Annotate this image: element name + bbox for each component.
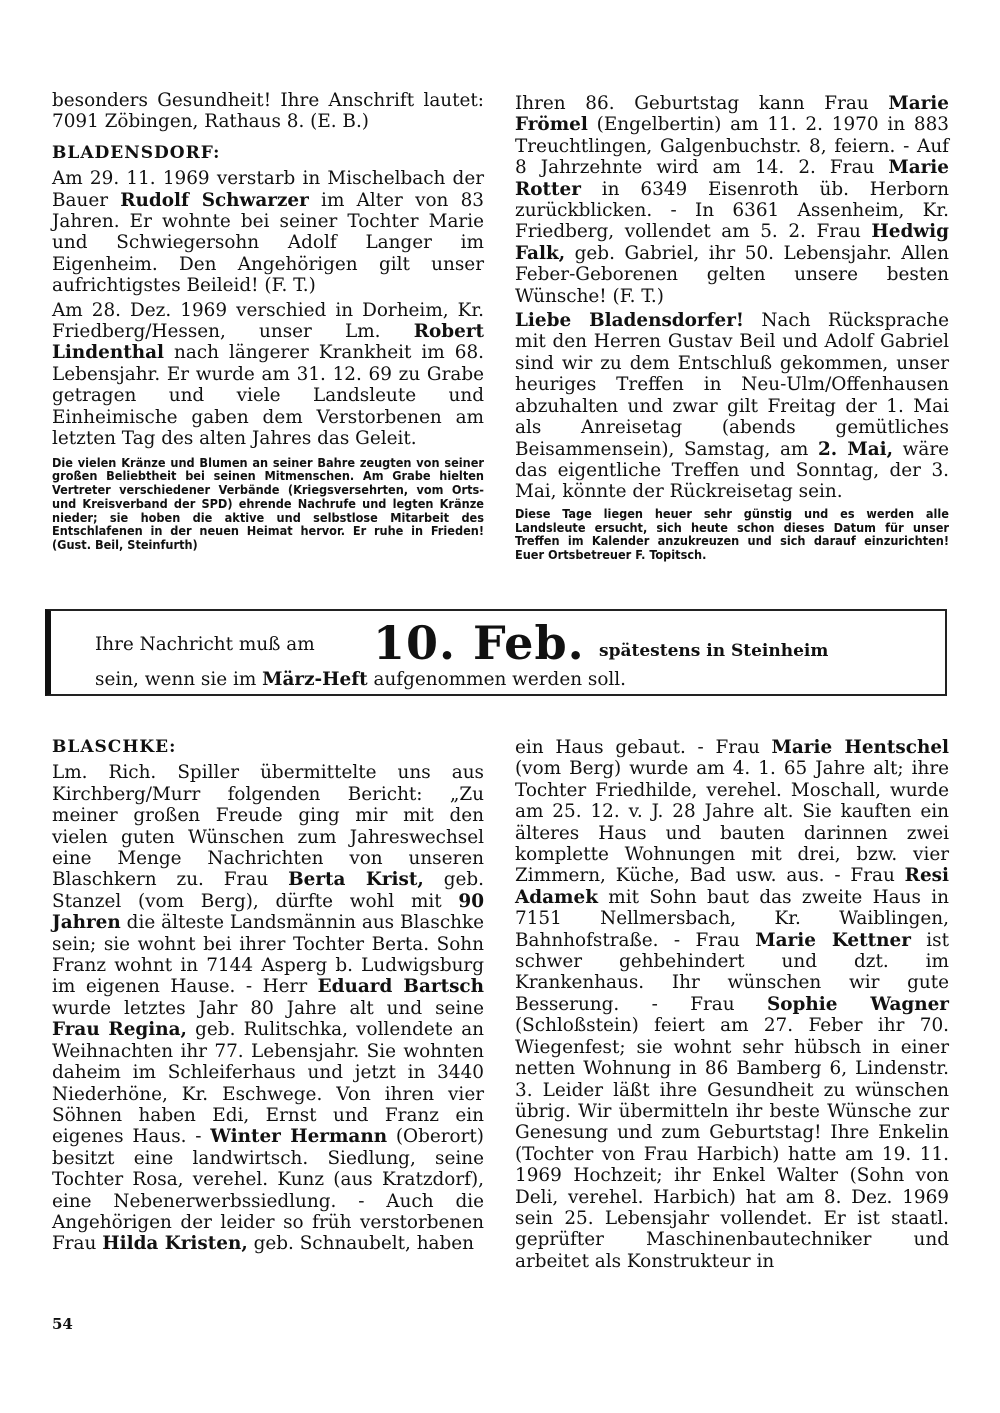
deadline-notice-box <box>45 609 947 696</box>
paragraph-lindenthal: Am 28. Dez. 1969 verschied in Dorheim, Kr. Friedberg/Hessen, unser Lm. Robert Lindenthal nach längerer Krankheit im 68. Lebensjahr. Er wurde am 31. 12. 69 zu Grabe getragen und viele Landsleute und Einheimische gaben dem Verstorbenen am letzten Tag des alten Jahres das Geleit. <box>52 299 484 450</box>
section-heading-bladensdorf: BLADENSDORF: <box>52 142 221 163</box>
paragraph-address: besonders Gesundheit! Ihre Anschrift lautet: 7091 Zöbingen, Rathaus 8. (E. B.) <box>52 90 484 133</box>
notice-text-line2: sein, wenn sie im März-Heft aufgenommen werden soll. <box>95 669 627 690</box>
notice-deadline-date: 10. Feb. <box>373 616 585 670</box>
column-top-right <box>515 93 949 562</box>
section-heading-blaschke: BLASCHKE: <box>52 737 177 757</box>
paragraph-blaschke-continued: ein Haus gebaut. - Frau Marie Hentschel (vom Berg) wurde am 4. 1. 65 Jahre alt; ihre Tochter Friedhilde, verehel. Moschall, wurde am 25. 12. v. J. 28 Jahre alt. Sie kauften ein älteres Haus und bauten darinnen zwei komplette Wohnungen mit drei, bzw. vier Zimmern, Küche, Bad usw. aus. - Frau Resi Adamek mit Sohn baut das zweite Haus in 7151 Nellmersbach, Kr. Waiblingen, Bahnhofstraße. - Frau Marie Kettner ist schwer gehbehindert und dzt. im Krankenhaus. Ihr wünschen wir gute Besserung. - Frau Sophie Wagner (Schloßstein) feiert am 27. Feber ihr 70. Wiegenfest; sie wohnt sehr hübsch in einer netten Wohnung in 86 Bamberg 6, Lindenstr. 3. Leider läßt ihre Gesundheit zu wünschen übrig. Wir übermitteln ihr beste Wünsche zur Genesung und zum Geburtstag! Ihre Enkelin (Tochter von Frau Harbich) hatte am 19. 11. 1969 Hochzeit; ihr Enkel Walter (Sohn von Deli, verehel. Harbich) hat am 8. Dez. 1969 sein 25. Lebensjahr vollendet. Er ist staatl. geprüfter Maschinenbautechniker und arbeitet als Konstrukteur in <box>515 737 950 1272</box>
page-number: 54 <box>52 1315 73 1333</box>
paragraph-birthdays: Ihren 86. Geburtstag kann Frau Marie Frömel (Engelbertin) am 11. 2. 1970 in 883 Treuchtlingen, Galgenbuchstr. 8, feiern. - Auf 8 Jahrzehnte wird am 14. 2. Frau Marie Rotter in 6349 Eisenroth üb. Herborn zurückblicken. - In 6361 Assenheim, Kr. Friedberg, vollendet am 5. 2. Frau Hedwig Falk, geb. Gabriel, ihr 50. Lebensjahr. Allen Feber-Geborenen gelten unsere besten Wünsche! (F. T.) <box>515 93 949 307</box>
paragraph-schwarzer: Am 29. 11. 1969 verstarb in Mischelbach der Bauer Rudolf Schwarzer im Alter von 83 Jahren. Er wohnte bei seiner Tochter Marie und Schwiegersohn Adolf Langer im Eigenheim. Den Angehörigen gilt unser aufrichtigstes Beileid! (F. T.) <box>52 168 484 297</box>
small-print-funeral: Die vielen Kränze und Blumen an seiner Bahre zeugten von seiner großen Beliebtheit bei seinen Mitmenschen. Am Grabe hielten Vertreter verschiedener Verbände (Kriegsversehrten, vom Orts- und Kreisverband der SPD) ehrende Nachrufe und legten Kränze nieder; sie hoben die aktive und selbstlose Mitarbeit des Entschlafenen in der neuen Heimat hervor. Er ruhe in Frieden! (Gust. Beil, Steinfurth) <box>52 454 484 553</box>
column-bottom-left <box>52 737 484 1255</box>
paragraph-blaschke-report: Lm. Rich. Spiller übermittelte uns aus Kirchberg/Murr folgenden Bericht: „Zu meiner großen Freude ging mir mit den vielen guten Wünschen zum Jahreswechsel eine Menge Nachrichten von unseren Blaschkern zu. Frau Berta Krist, geb. Stanzel (vom Berg), dürfte wohl mit 90 Jahren die älteste Landsmännin aus Blaschke sein; sie wohnt bei ihrer Tochter Berta. Sohn Franz wohnt in 7144 Asperg b. Ludwigsburg im eigenen Hause. - Herr Eduard Bartsch wurde letztes Jahr 80 Jahre alt und seine Frau Regina, geb. Rulitschka, vollendete an Weihnachten ihr 77. Lebensjahr. Sie wohnten daheim im Schleiferhaus und jetzt in 3440 Niederhöne, Kr. Eschwege. Von ihren vier Söhnen haben Edi, Ernst und Franz ein eigenes Haus. - Winter Hermann (Oberort) besitzt eine landwirtsch. Siedlung, seine Tochter Rosa, verehel. Kunz (aus Kratzdorf), eine Nebenerwerbssiedlung. - Auch die Angehörigen der leider so früh verstorbenen Frau Hilda Kristen, geb. Schnaubelt, haben <box>52 762 484 1255</box>
small-print-meeting: Diese Tage liegen heuer sehr günstig und es werden alle Landsleute ersucht, sich heute schon dieses Datum für unser Treffen im Kalender anzukreuzen und sich darauf einzurichten! Euer Ortsbetreuer F. Topitsch. <box>515 505 949 563</box>
paragraph-meeting: Liebe Bladensdorfer! Nach Rücksprache mit den Herren Gustav Beil und Adolf Gabriel sind wir zu dem Entschluß gekommen, unser heuriges Treffen in Neu-Ulm/Offenhausen abzuhalten und zwar gilt Freitag der 1. Mai als Anreisetag (abends gemütliches Beisammensein), Samstag, am 2. Mai, wäre das eigentliche Treffen und Sonntag, der 3. Mai, könnte der Rückreisetag sein. <box>515 310 949 503</box>
column-top-left <box>52 90 484 552</box>
column-bottom-right <box>515 737 949 1272</box>
notice-text-before: Ihre Nachricht muß am <box>95 634 315 655</box>
notice-text-after: spätestens in Steinheim <box>599 641 829 661</box>
